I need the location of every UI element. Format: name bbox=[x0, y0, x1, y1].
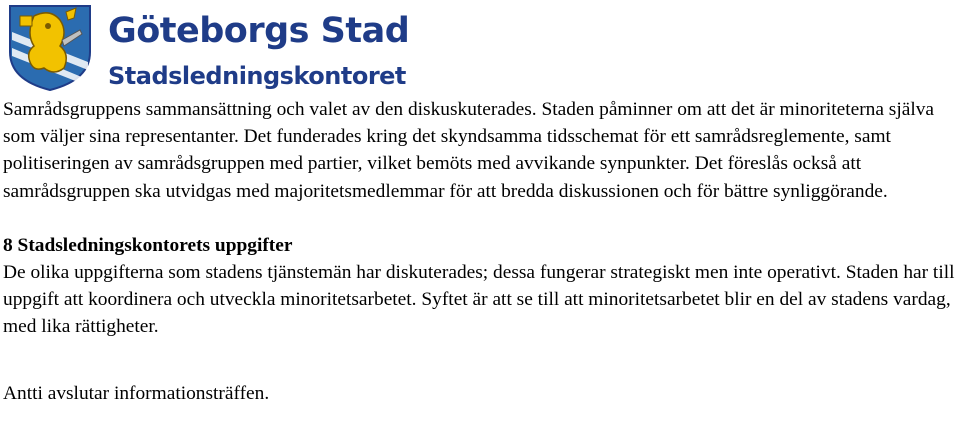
section-heading: 8 Stadsledningskontorets uppgifter bbox=[3, 234, 293, 256]
document-header bbox=[0, 0, 960, 96]
city-crest-lion-icon bbox=[4, 2, 96, 92]
closing-sentence: Antti avslutar informationsträffen. bbox=[3, 382, 270, 404]
paragraph-consultation-group: Samrådsgruppens sammansättning och valet av den diskuskuterades. Staden påminner om att det är minoriteterna själva som väljer sina representanter. Det funderades kring det skyndsamma tidsschemat för ett samrådsreglemente, samt politiseringen av samrådsgruppen med partier, vilket bemöts med avvikande synpunkter. Det föreslås också att samrådsgruppen ska utvidgas med majoritetsmedlemmar för att bredda diskussionen och för bättre synliggörande. bbox=[3, 99, 935, 202]
organization-unit: Stadsledningskontoret bbox=[108, 62, 406, 90]
document-body bbox=[3, 96, 955, 407]
organization-name: Göteborgs Stad bbox=[108, 11, 410, 51]
paragraph-office-tasks: De olika uppgifterna som stadens tjänstemän har diskuterades; dessa fungerar strategiskt men inte operativt. Staden har till uppgift att koordinera och utveckla minoritetsarbetet. Syftet är att se till att minoritetsarbetet blir en del av stadens vardag, med lika rättigheter. bbox=[3, 262, 955, 338]
